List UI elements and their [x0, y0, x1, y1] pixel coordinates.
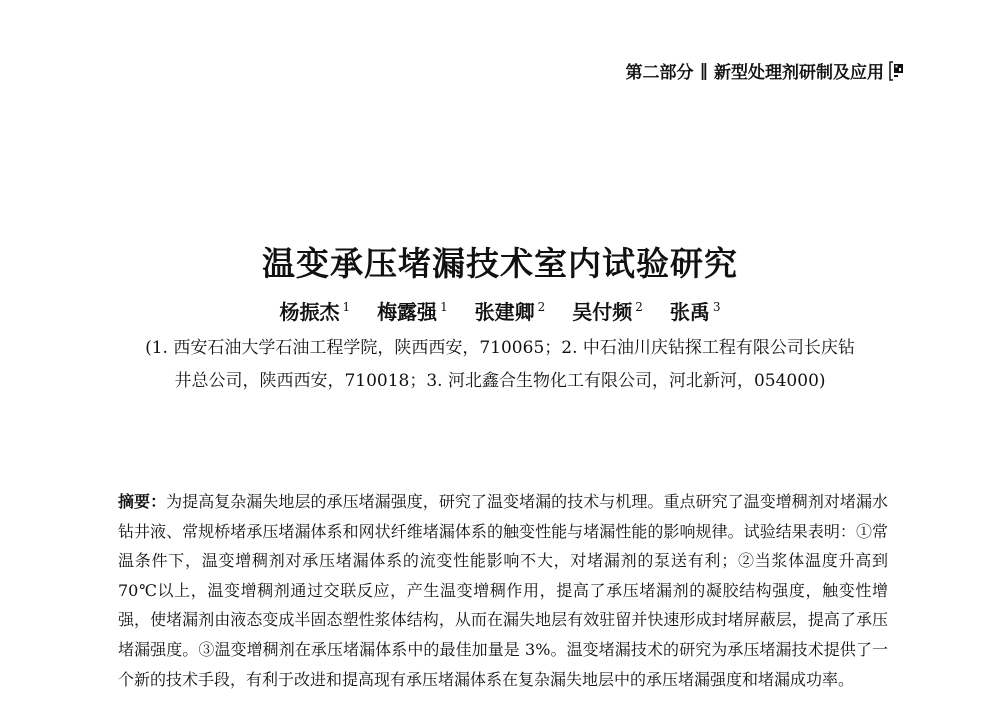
author [377, 296, 448, 325]
author-name: 杨振杰 [279, 300, 340, 324]
author-affiliation-mark: 3 [712, 300, 721, 315]
author-name: 张禹 [669, 300, 710, 324]
author-name: 梅露强 [377, 300, 438, 324]
author [572, 296, 643, 325]
author-list [0, 296, 1000, 325]
author-name: 张建卿 [474, 300, 535, 324]
running-header [626, 58, 905, 83]
header-separator: ‖ [699, 60, 708, 81]
author-affiliation-mark: 1 [342, 300, 351, 315]
author-affiliation-mark: 1 [440, 300, 448, 315]
header-chapter: 新型处理剂研制及应用 [714, 63, 884, 83]
abstract-text: 为提高复杂漏失地层的承压堵漏强度，研究了温变堵漏的技术与机理。重点研究了温变增稠剂对堵漏水钻井液、常规桥堵承压堵漏体系和网状纤维堵漏体系的触变性能与堵漏性能的影响规律。试验结果表明：①常温条件下，温变增稠剂对承压堵漏体系的流变性能影响不大，对堵漏剂的泵送有利；②当浆体温度升高到 70℃以上，温变增稠剂通过交联反应，产生温变增稠作用，提高了承压堵漏剂的凝胶结构强度，触变性增强，使堵漏剂由液态变成半固态塑性浆体结构，从而在漏失地层有效驻留并快速形成封堵屏蔽层，提高了承压堵漏强度。③温变增稠剂在承压堵漏体系中的最佳加量是 3%。温变堵漏技术的研究为承压堵漏技术提供了一个新的技术手段，有利于改进和提高现有承压堵漏体系在复杂漏失地层中的承压堵漏强度和堵漏成功率。 [118, 492, 888, 689]
author-name: 吴付频 [572, 300, 633, 324]
author-affiliation-mark: 2 [537, 300, 546, 315]
abstract [118, 487, 888, 694]
author [670, 296, 721, 325]
paper-title: 温变承压堵漏技术室内试验研究 [262, 244, 738, 283]
affiliation-line: 井总公司，陕西西安，710018；3. 河北鑫合生物化工有限公司，河北新河，054000) [174, 371, 826, 391]
author [279, 296, 350, 325]
author-affiliation-mark: 2 [635, 300, 643, 315]
abstract-label: 摘要： [118, 492, 167, 511]
affiliation-line: (1. 西安石油大学石油工程学院，陕西西安，710065；2. 中石油川庆钻探工程有限公司长庆钻 [145, 338, 855, 358]
author [475, 296, 546, 325]
header-section: 第二部分 [625, 63, 694, 83]
header-ornament-icon [889, 59, 904, 83]
